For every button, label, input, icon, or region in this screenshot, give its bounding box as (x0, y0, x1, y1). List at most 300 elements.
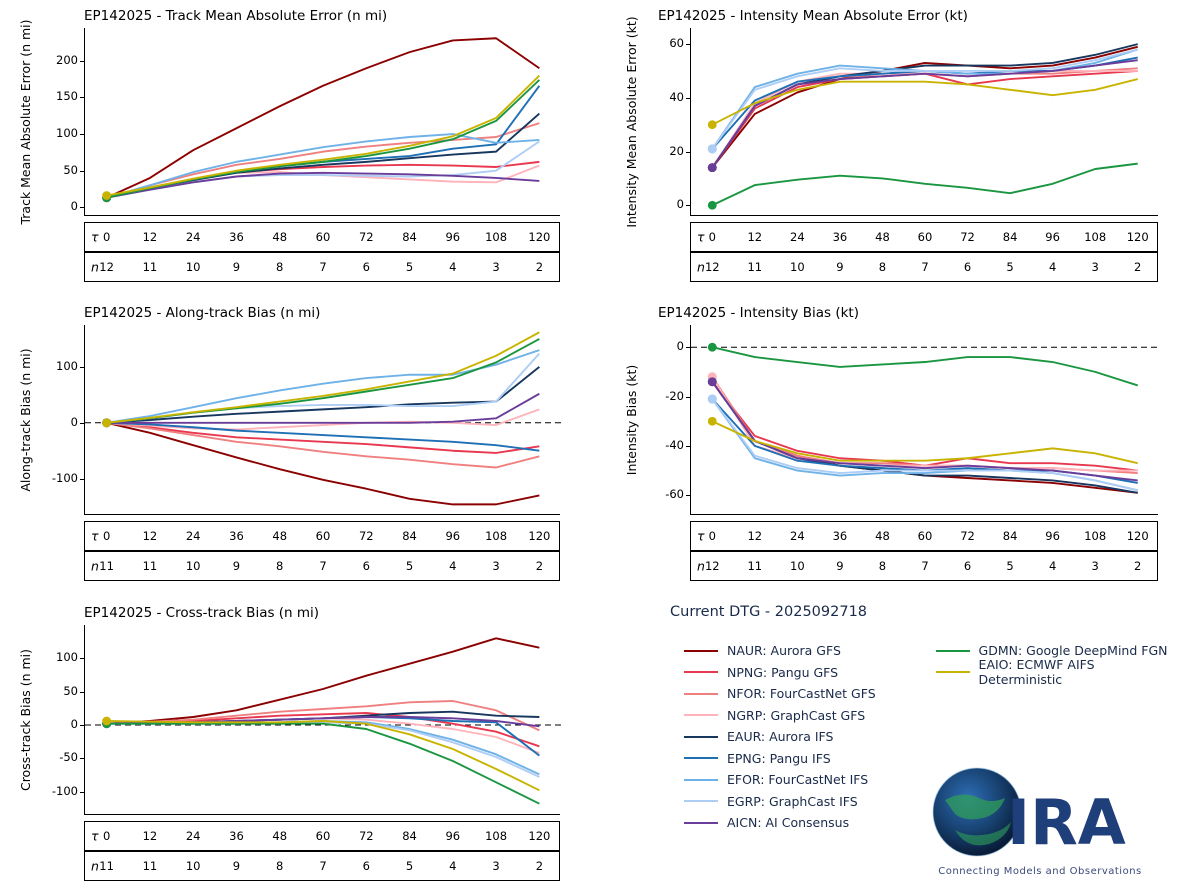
series-marker-EGRP (102, 418, 111, 427)
series-line-EPNG (712, 399, 1137, 483)
legend-item-NAUR[interactable] (684, 640, 936, 662)
tau-cell: 0 (102, 829, 111, 843)
y-tick-intensity-bias--20: -20 (665, 388, 684, 403)
series-marker-NPNG (102, 719, 111, 728)
series-marker-AICN (102, 719, 111, 728)
legend-label: EGRP: GraphCast IFS (727, 793, 858, 809)
series-marker-NGRP (102, 719, 111, 728)
series-line-NAUR (107, 638, 540, 723)
n-cell: 10 (790, 559, 805, 573)
n-cell: 10 (790, 260, 805, 274)
y-tick-along-track-bias--100: -100 (51, 470, 78, 485)
n-cell: 5 (1006, 559, 1014, 573)
series-marker-NAUR (102, 719, 111, 728)
tau-row-label-along-track-bias: τ (91, 528, 99, 544)
tau-row-track-mae (84, 222, 560, 252)
series-line-NAUR (107, 423, 540, 505)
tau-row-intensity-bias (690, 521, 1158, 551)
legend-item-EAUR[interactable] (684, 726, 936, 748)
tau-cell: 24 (790, 230, 805, 244)
series-marker-NPNG (708, 377, 717, 386)
n-cell: 8 (878, 260, 887, 274)
n-cell: 6 (963, 260, 972, 274)
n-cell: 9 (232, 859, 241, 873)
tau-cell: 60 (315, 529, 331, 543)
tau-cell: 24 (185, 230, 201, 244)
tau-cell: 84 (402, 529, 417, 543)
svg-text:IRA: IRA (1007, 786, 1126, 859)
legend-item-NPNG[interactable] (684, 662, 936, 684)
series-marker-NPNG (102, 193, 111, 202)
series-line-EAIO (107, 76, 540, 196)
series-marker-EGRP (102, 193, 111, 202)
series-marker-EFOR (102, 193, 111, 202)
cira-tagline: Connecting Models and Observations (938, 866, 1142, 877)
n-cell: 2 (1134, 559, 1142, 573)
tau-cell: 24 (185, 829, 201, 843)
y-tick-track-mae-150: 150 (56, 89, 78, 104)
tau-cell: 96 (445, 829, 461, 843)
legend-item-EFOR[interactable] (684, 769, 936, 791)
tau-cell: 0 (102, 230, 111, 244)
series-marker-EPNG (102, 418, 111, 427)
tau-row-cross-track-bias (84, 821, 560, 851)
tau-cell: 12 (142, 829, 158, 843)
tau-cell: 60 (315, 829, 331, 843)
legend-item-EGRP[interactable] (684, 791, 936, 813)
y-tick-cross-track-bias-0: 0 (70, 717, 78, 731)
series-line-EPNG (107, 423, 540, 451)
series-marker-GDMN (708, 343, 717, 352)
plot-area-along-track-bias (84, 325, 560, 515)
tau-cell: 48 (875, 529, 890, 543)
series-marker-AICN (102, 193, 111, 202)
n-cell: 9 (232, 260, 241, 274)
series-marker-NAUR (102, 193, 111, 202)
tau-cell: 0 (708, 230, 716, 244)
tau-cell: 24 (790, 529, 805, 543)
n-row-track-mae (84, 252, 560, 282)
series-marker-EAIO (102, 418, 111, 427)
series-marker-AICN (102, 418, 111, 427)
legend-item-EPNG[interactable] (684, 748, 936, 770)
series-marker-NGRP (102, 193, 111, 202)
n-cell: 7 (921, 260, 929, 274)
tau-cell: 108 (485, 829, 508, 843)
n-cell: 2 (535, 559, 544, 573)
n-cell: 12 (704, 260, 720, 274)
series-marker-NAUR (708, 377, 717, 386)
series-marker-EAIO (102, 191, 111, 200)
legend-label: GDMN: Google DeepMind FGN (978, 643, 1168, 659)
series-marker-NGRP (708, 372, 717, 381)
y-tick-cross-track-bias--50: -50 (59, 750, 78, 765)
series-line-EFOR (107, 721, 540, 774)
y-tick-track-mae-200: 200 (56, 52, 78, 67)
series-marker-EFOR (708, 144, 717, 153)
series-line-NPNG (712, 382, 1137, 471)
tau-cell: 108 (1084, 529, 1107, 543)
y-axis-label-intensity-bias: Intensity Bias (kt) (624, 364, 639, 476)
series-line-NGRP (107, 166, 540, 198)
legend-label: EAIO: ECMWF AIFS Deterministic (978, 657, 1095, 688)
legend-item-AICN[interactable] (684, 812, 936, 834)
series-line-NFOR (712, 377, 1137, 473)
n-cell: 7 (319, 559, 327, 573)
series-marker-GDMN (102, 193, 111, 202)
n-cell: 2 (535, 859, 544, 873)
legend-swatch-icon (684, 779, 718, 781)
n-cell: 11 (99, 859, 114, 873)
series-line-EPNG (107, 717, 540, 756)
tau-cell: 12 (747, 230, 763, 244)
tau-cell: 48 (272, 230, 288, 244)
legend-label: NGRP: GraphCast GFS (727, 707, 866, 723)
y-tick-track-mae-100: 100 (56, 126, 78, 141)
series-line-NAUR (712, 382, 1137, 493)
series-marker-EAUR (708, 163, 717, 172)
y-tick-intensity-mae-40: 40 (669, 89, 684, 104)
series-line-AICN (712, 60, 1137, 167)
legend-item-NFOR[interactable] (684, 683, 936, 705)
tau-cell: 60 (917, 529, 933, 543)
series-marker-GDMN (708, 201, 717, 210)
tau-cell: 12 (142, 529, 158, 543)
series-marker-EAIO (102, 717, 111, 726)
y-axis-label-cross-track-bias: Cross-track Bias (n mi) (18, 648, 33, 792)
chart-title-cross-track-bias: EP142025 - Cross-track Bias (n mi) (84, 605, 320, 621)
n-cell: 11 (747, 559, 763, 573)
n-cell: 4 (1048, 559, 1057, 573)
n-cell: 4 (449, 260, 457, 274)
series-marker-AICN (708, 377, 717, 386)
n-cell: 4 (449, 559, 457, 573)
legend-swatch-icon (936, 671, 970, 673)
n-cell: 4 (1048, 260, 1057, 274)
series-marker-EGRP (708, 395, 717, 404)
series-marker-GDMN (102, 418, 111, 427)
n-row-cross-track-bias (84, 851, 560, 881)
legend-label: NFOR: FourCastNet GFS (727, 686, 876, 702)
tau-cell: 120 (1126, 230, 1149, 244)
series-line-EPNG (107, 86, 540, 198)
series-marker-EAUR (708, 377, 717, 386)
series-line-EPNG (712, 58, 1137, 149)
n-cell: 10 (185, 559, 201, 573)
legend-label: EPNG: Pangu IFS (727, 750, 831, 766)
series-marker-EGRP (708, 144, 717, 153)
n-row-label-cross-track-bias: n (91, 858, 99, 874)
n-cell: 5 (405, 559, 414, 573)
cira-logo (915, 760, 1165, 885)
series-marker-EPNG (708, 144, 717, 153)
n-cell: 3 (1091, 559, 1099, 573)
y-tick-track-mae-0: 0 (70, 199, 78, 214)
series-line-NGRP (107, 718, 540, 753)
series-line-AICN (107, 717, 540, 726)
y-tick-intensity-mae-20: 20 (669, 143, 684, 158)
series-line-AICN (107, 173, 540, 198)
n-cell: 8 (878, 559, 887, 573)
legend-swatch-icon (684, 671, 718, 673)
n-cell: 8 (276, 559, 284, 573)
n-cell: 5 (405, 260, 414, 274)
series-marker-EFOR (708, 395, 717, 404)
tau-cell: 72 (358, 829, 374, 843)
tau-cell: 84 (1002, 529, 1018, 543)
n-cell: 6 (362, 260, 370, 274)
n-cell: 10 (185, 859, 201, 873)
series-marker-NGRP (102, 418, 111, 427)
series-marker-EAIO (708, 417, 717, 426)
series-line-EAUR (712, 44, 1137, 168)
n-cell: 4 (449, 859, 457, 873)
series-line-EGRP (107, 141, 540, 197)
series-line-EGRP (107, 354, 540, 423)
legend-label: EAUR: Aurora IFS (727, 729, 834, 745)
series-marker-NPNG (708, 163, 717, 172)
n-row-label-intensity-mae: n (697, 259, 705, 275)
series-marker-EFOR (102, 719, 111, 728)
legend-swatch-icon (684, 693, 718, 695)
legend-item-NGRP[interactable] (684, 705, 936, 727)
series-line-EAIO (712, 421, 1137, 463)
series-line-EFOR (107, 134, 540, 198)
n-row-label-along-track-bias: n (91, 558, 99, 574)
n-cell: 12 (99, 260, 114, 274)
legend-label: NPNG: Pangu GFS (727, 664, 839, 680)
series-marker-EGRP (102, 719, 111, 728)
series-line-GDMN (107, 724, 540, 804)
legend-item-EAIO[interactable] (936, 657, 1176, 688)
legend-swatch-icon (684, 714, 718, 716)
y-tick-intensity-bias--40: -40 (665, 437, 684, 452)
tau-cell: 108 (1084, 230, 1107, 244)
n-cell: 9 (232, 559, 241, 573)
series-marker-EAUR (102, 719, 111, 728)
y-tick-cross-track-bias-50: 50 (63, 683, 78, 698)
series-marker-NFOR (708, 372, 717, 381)
series-line-NAUR (712, 47, 1137, 168)
tau-cell: 120 (1126, 529, 1149, 543)
series-line-NGRP (712, 71, 1137, 168)
y-axis-label-intensity-mae: Intensity Mean Absolute Error (kt) (624, 16, 639, 228)
tau-cell: 120 (528, 230, 551, 244)
n-cell: 7 (319, 260, 327, 274)
series-line-NPNG (107, 713, 540, 746)
plot-area-cross-track-bias (84, 625, 560, 815)
tau-cell: 48 (272, 829, 288, 843)
legend-label: AICN: AI Consensus (727, 815, 850, 831)
series-marker-NFOR (708, 163, 717, 172)
series-marker-NAUR (102, 418, 111, 427)
y-tick-along-track-bias-0: 0 (70, 414, 78, 429)
tau-cell: 108 (485, 529, 508, 543)
y-tick-intensity-bias--60: -60 (665, 487, 684, 502)
n-row-intensity-mae (690, 252, 1158, 282)
tau-cell: 72 (960, 529, 975, 543)
tau-cell: 48 (272, 529, 288, 543)
tau-cell: 12 (142, 230, 158, 244)
chart-title-intensity-bias: EP142025 - Intensity Bias (kt) (658, 305, 859, 321)
n-cell: 8 (276, 859, 284, 873)
tau-cell: 96 (445, 529, 461, 543)
tau-cell: 72 (960, 230, 975, 244)
tau-cell: 0 (102, 529, 111, 543)
series-marker-EPNG (102, 193, 111, 202)
n-cell: 11 (99, 559, 114, 573)
y-tick-intensity-bias-0: 0 (676, 339, 684, 354)
y-axis-label-track-mae: Track Mean Absolute Error (n mi) (18, 19, 33, 225)
n-cell: 9 (836, 260, 844, 274)
series-line-EAUR (107, 367, 540, 423)
n-row-label-track-mae: n (91, 259, 99, 275)
n-cell: 7 (319, 859, 327, 873)
tau-cell: 72 (358, 529, 374, 543)
legend-swatch-icon (684, 650, 718, 652)
series-line-EAUR (107, 114, 540, 198)
current-dtg-label: Current DTG - 2025092718 (670, 604, 868, 620)
legend-label: NAUR: Aurora GFS (727, 643, 841, 659)
legend-swatch-icon (936, 650, 970, 652)
series-line-AICN (107, 394, 540, 423)
legend-swatch-icon (684, 800, 718, 802)
tau-cell: 72 (358, 230, 374, 244)
tau-cell: 24 (185, 529, 201, 543)
tau-cell: 84 (402, 829, 417, 843)
n-row-along-track-bias (84, 551, 560, 581)
tau-cell: 36 (229, 529, 244, 543)
tau-cell: 84 (1002, 230, 1018, 244)
series-line-EGRP (107, 722, 540, 777)
tau-cell: 12 (747, 529, 763, 543)
series-marker-EPNG (708, 395, 717, 404)
tau-cell: 108 (485, 230, 508, 244)
series-marker-NPNG (102, 418, 111, 427)
n-cell: 9 (836, 559, 844, 573)
legend-column-1 (684, 640, 936, 834)
series-line-EAIO (712, 79, 1137, 125)
n-cell: 2 (1134, 260, 1142, 274)
series-line-NGRP (712, 377, 1137, 471)
series-line-NPNG (107, 423, 540, 453)
series-line-EFOR (107, 350, 540, 423)
series-line-EAIO (107, 332, 540, 423)
legend-label: EFOR: FourCastNet IFS (727, 772, 869, 788)
n-cell: 3 (492, 260, 500, 274)
tau-cell: 36 (832, 529, 848, 543)
series-line-GDMN (712, 347, 1137, 385)
series-line-EFOR (712, 399, 1137, 490)
n-cell: 3 (492, 859, 500, 873)
n-cell: 11 (747, 260, 763, 274)
n-cell: 8 (276, 260, 284, 274)
series-marker-GDMN (102, 719, 111, 728)
n-cell: 2 (535, 260, 544, 274)
tau-cell: 120 (528, 829, 551, 843)
legend-swatch-icon (684, 822, 718, 824)
y-tick-cross-track-bias--100: -100 (51, 783, 78, 798)
series-marker-EFOR (102, 418, 111, 427)
legend-swatch-icon (684, 736, 718, 738)
tau-cell: 120 (528, 529, 551, 543)
series-line-EAUR (712, 382, 1137, 493)
series-line-EGRP (712, 49, 1137, 148)
series-line-EGRP (712, 399, 1137, 490)
series-line-NFOR (107, 701, 540, 730)
tau-cell: 96 (445, 230, 461, 244)
n-row-label-intensity-bias: n (697, 558, 705, 574)
n-cell: 3 (1091, 260, 1099, 274)
tau-cell: 36 (229, 829, 244, 843)
series-line-GDMN (107, 339, 540, 423)
series-line-NFOR (107, 423, 540, 468)
plot-area-intensity-mae (690, 28, 1158, 216)
y-tick-cross-track-bias-100: 100 (56, 650, 78, 665)
n-cell: 6 (362, 559, 370, 573)
series-line-NAUR (107, 38, 540, 197)
tau-row-label-cross-track-bias: τ (91, 828, 99, 844)
series-marker-NFOR (102, 719, 111, 728)
tau-cell: 96 (1045, 230, 1060, 244)
y-tick-intensity-mae-0: 0 (676, 197, 684, 212)
series-marker-NGRP (708, 163, 717, 172)
tau-row-label-track-mae: τ (91, 229, 99, 245)
series-line-NFOR (712, 68, 1137, 167)
series-line-GDMN (712, 164, 1137, 206)
series-line-NPNG (107, 162, 540, 198)
n-cell: 6 (362, 859, 370, 873)
plot-area-track-mae (84, 28, 560, 216)
chart-title-track-mae: EP142025 - Track Mean Absolute Error (n mi) (84, 8, 388, 24)
tau-cell: 36 (229, 230, 244, 244)
series-line-GDMN (107, 80, 540, 198)
y-tick-track-mae-50: 50 (63, 162, 78, 177)
tau-row-along-track-bias (84, 521, 560, 551)
tau-cell: 96 (1045, 529, 1060, 543)
n-cell: 5 (405, 859, 414, 873)
n-cell: 11 (142, 260, 158, 274)
chart-title-along-track-bias: EP142025 - Along-track Bias (n mi) (84, 305, 321, 321)
tau-row-label-intensity-bias: τ (697, 528, 705, 544)
series-marker-NFOR (102, 193, 111, 202)
chart-svg-intensity-mae (691, 28, 1159, 216)
n-cell: 11 (142, 859, 158, 873)
chart-svg-track-mae (85, 28, 561, 216)
y-tick-intensity-mae-60: 60 (669, 36, 684, 51)
n-cell: 12 (704, 559, 720, 573)
legend-swatch-icon (684, 757, 718, 759)
chart-svg-cross-track-bias (85, 625, 561, 815)
series-line-NGRP (107, 409, 540, 429)
n-cell: 11 (142, 559, 158, 573)
series-line-EAUR (107, 712, 540, 724)
series-marker-NFOR (102, 418, 111, 427)
chart-svg-along-track-bias (85, 325, 561, 515)
series-line-NFOR (107, 123, 540, 198)
series-line-AICN (712, 382, 1137, 481)
n-cell: 10 (185, 260, 201, 274)
series-line-EAIO (107, 721, 540, 790)
series-marker-EPNG (102, 719, 111, 728)
series-marker-EAUR (102, 418, 111, 427)
n-cell: 6 (963, 559, 972, 573)
series-marker-EAIO (708, 120, 717, 129)
tau-cell: 48 (875, 230, 890, 244)
series-line-NPNG (712, 71, 1137, 168)
chart-svg-intensity-bias (691, 325, 1159, 515)
plot-area-intensity-bias (690, 325, 1158, 515)
